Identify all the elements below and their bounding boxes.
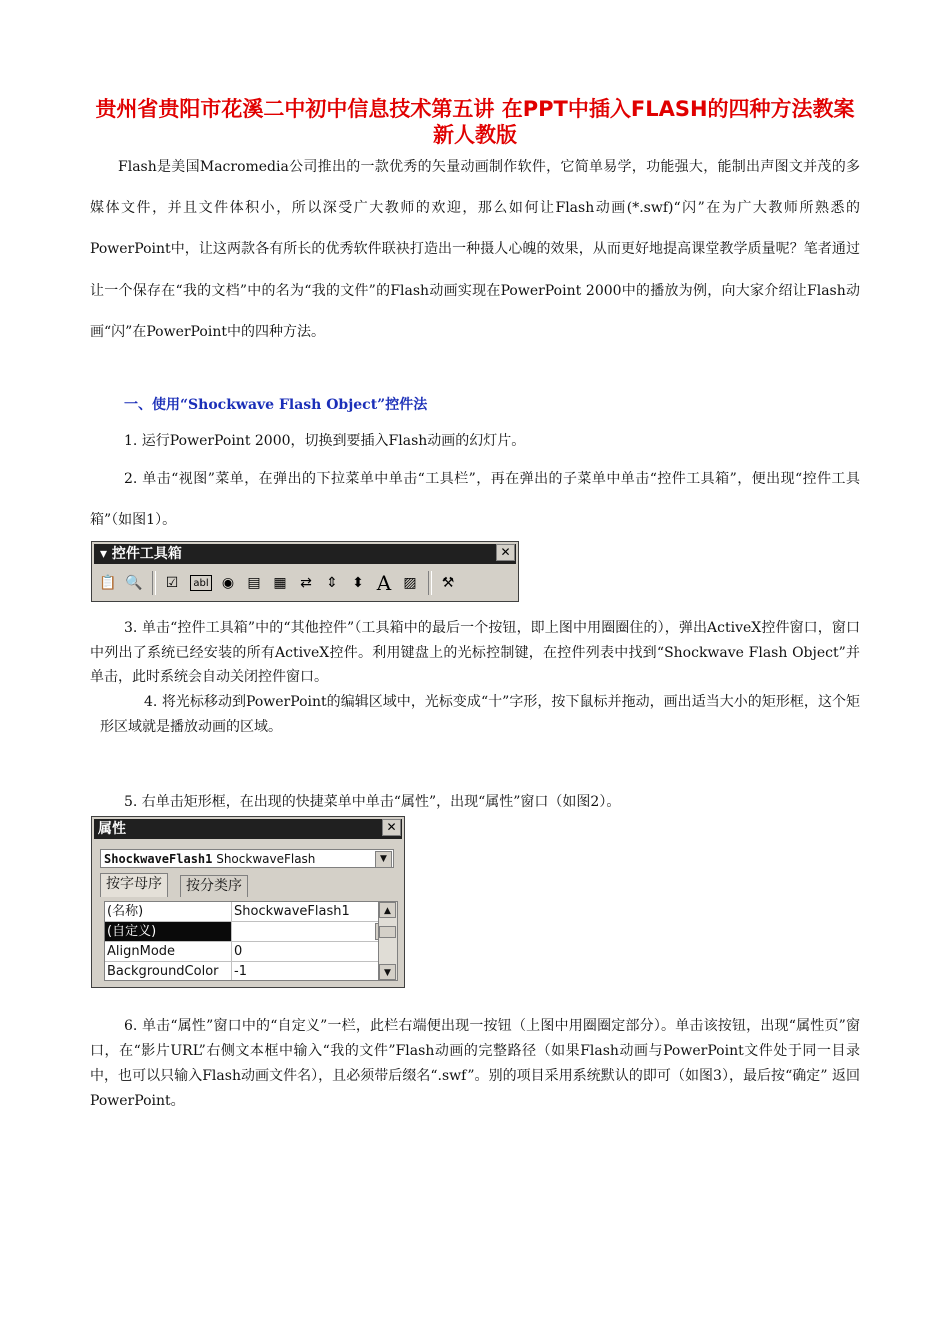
tab-alphabetic[interactable]: 按字母序 xyxy=(100,873,168,897)
property-key: (名称) xyxy=(105,902,232,921)
separator xyxy=(152,571,156,595)
separator xyxy=(428,571,432,595)
spin-button-icon[interactable]: ⇕ xyxy=(326,575,338,591)
image-icon[interactable]: ▨ xyxy=(403,575,417,591)
checkbox-icon[interactable]: ☑ xyxy=(165,575,179,591)
property-value[interactable]: 0 xyxy=(234,944,243,959)
property-key: BackgroundColor xyxy=(105,962,232,981)
toolbox-buttons xyxy=(96,568,514,598)
property-row[interactable] xyxy=(105,962,397,981)
properties-title: 属性 xyxy=(94,819,402,839)
property-key: (自定义) xyxy=(105,922,232,941)
close-icon[interactable]: ✕ xyxy=(382,819,401,836)
intro-paragraph: Flash是美国Macromedia公司推出的一款优秀的矢量动画制作软件，它简单易学，功能强大，能制出声图文并茂的多媒体文件，并且文件体积小，所以深受广大教师的欢迎，那么如何让Flash动画(*.swf)“闪”在为广大教师所熟悉的PowerPoint中，让这两款各有所长的优秀软件联袂打造出一种摄人心魄的效果，从而更好地提高课堂教学质量呢？笔者通过让一个保存在“我的文档”中的名为“我的文件”的Flash动画实现在PowerPoint 2000中的播放为例，向大家介绍让Flash动画“闪”在PowerPoint中的四种方法。 xyxy=(90,159,860,340)
property-grid xyxy=(104,901,398,981)
step-3: 3. 单击“控件工具箱”中的“其他控件”（工具箱中的最后一个按钮，即上图中用圈圈住的），弹出ActiveX控件窗口，窗口中列出了系统已经安装的所有ActiveX控件。利用键盘上的光标控制键，在控件列表中找到“Shockwave Flash Object”并单击，此时系统会自动关闭控件窗口。 xyxy=(90,620,860,685)
document-title: 贵州省贵阳市花溪二中初中信息技术第五讲 在PPT中插入FLASH的四种方法教案 新人教版 xyxy=(95,97,855,147)
property-row[interactable] xyxy=(105,942,397,962)
scroll-thumb[interactable] xyxy=(379,926,396,938)
scroll-down-icon[interactable]: ▼ xyxy=(379,964,396,980)
object-selector[interactable] xyxy=(100,849,394,868)
textbox-icon[interactable]: abl xyxy=(190,575,212,591)
scrollbar[interactable] xyxy=(378,902,397,980)
tab-categorized[interactable]: 按分类序 xyxy=(180,875,248,897)
close-icon[interactable]: ✕ xyxy=(496,544,515,561)
scroll-up-icon[interactable]: ▲ xyxy=(379,902,396,918)
property-value[interactable]: ShockwaveFlash1 xyxy=(234,904,350,919)
chevron-down-icon[interactable]: ▼ xyxy=(375,851,392,868)
view-code-icon[interactable]: 🔍 xyxy=(125,575,143,591)
toggle-button-icon[interactable]: ⇄ xyxy=(300,575,312,591)
listbox-icon[interactable]: ▤ xyxy=(247,575,261,591)
object-type: ShockwaveFlash xyxy=(216,852,316,866)
section-heading: 一、使用“Shockwave Flash Object”控件法 xyxy=(124,397,428,413)
step-6: 6. 单击“属性”窗口中的“自定义”一栏，此栏右端便出现一按钮（上图中用圈圈定部分）。单击该按钮，出现“属性页”窗口，在“影片URL”右侧文本框中输入“我的文件”Flash动画的完整路径（如果Flash动画与PowerPoint文件处于同一目录中，也可以只输入Flash动画文件名），且必须带后缀名“.swf”。别的项目采用系统默认的即可（如图3），最后按“确定” 返回PowerPoint。 xyxy=(90,1018,860,1109)
property-value[interactable]: -1 xyxy=(234,964,247,979)
property-value[interactable] xyxy=(232,922,397,941)
step-2: 2. 单击“视图”菜单，在弹出的下拉菜单中单击“工具栏”，再在弹出的子菜单中单击“控件工具箱”，便出现“控件工具箱”（如图1）。 xyxy=(90,471,860,528)
step-5: 5. 右单击矩形框，在出现的快捷菜单中单击“属性”，出现“属性”窗口（如图2）。 xyxy=(124,794,621,810)
property-key: AlignMode xyxy=(105,942,232,961)
scrollbar-icon[interactable]: ⬍ xyxy=(352,575,364,591)
object-name: ShockwaveFlash1 xyxy=(104,852,213,866)
more-controls-icon[interactable]: ⚒ xyxy=(441,575,455,591)
control-toolbox-figure xyxy=(91,541,519,602)
radio-button-icon[interactable]: ◉ xyxy=(221,575,235,591)
properties-window-figure xyxy=(91,816,405,988)
combobox-icon[interactable]: ▦ xyxy=(273,575,287,591)
label-icon[interactable]: A xyxy=(376,571,392,595)
property-row[interactable] xyxy=(105,922,397,942)
property-row[interactable] xyxy=(105,902,397,922)
step-4: 4. 将光标移动到PowerPoint的编辑区域中，光标变成“十”字形，按下鼠标并拖动，画出适当大小的矩形框，这个矩形区域就是播放动画的区域。 xyxy=(100,694,860,735)
toolbox-title: ▾ 控件工具箱 xyxy=(94,544,516,564)
properties-icon[interactable]: 📋 xyxy=(99,575,117,591)
step-1: 1. 运行PowerPoint 2000，切换到要插入Flash动画的幻灯片。 xyxy=(124,433,526,449)
